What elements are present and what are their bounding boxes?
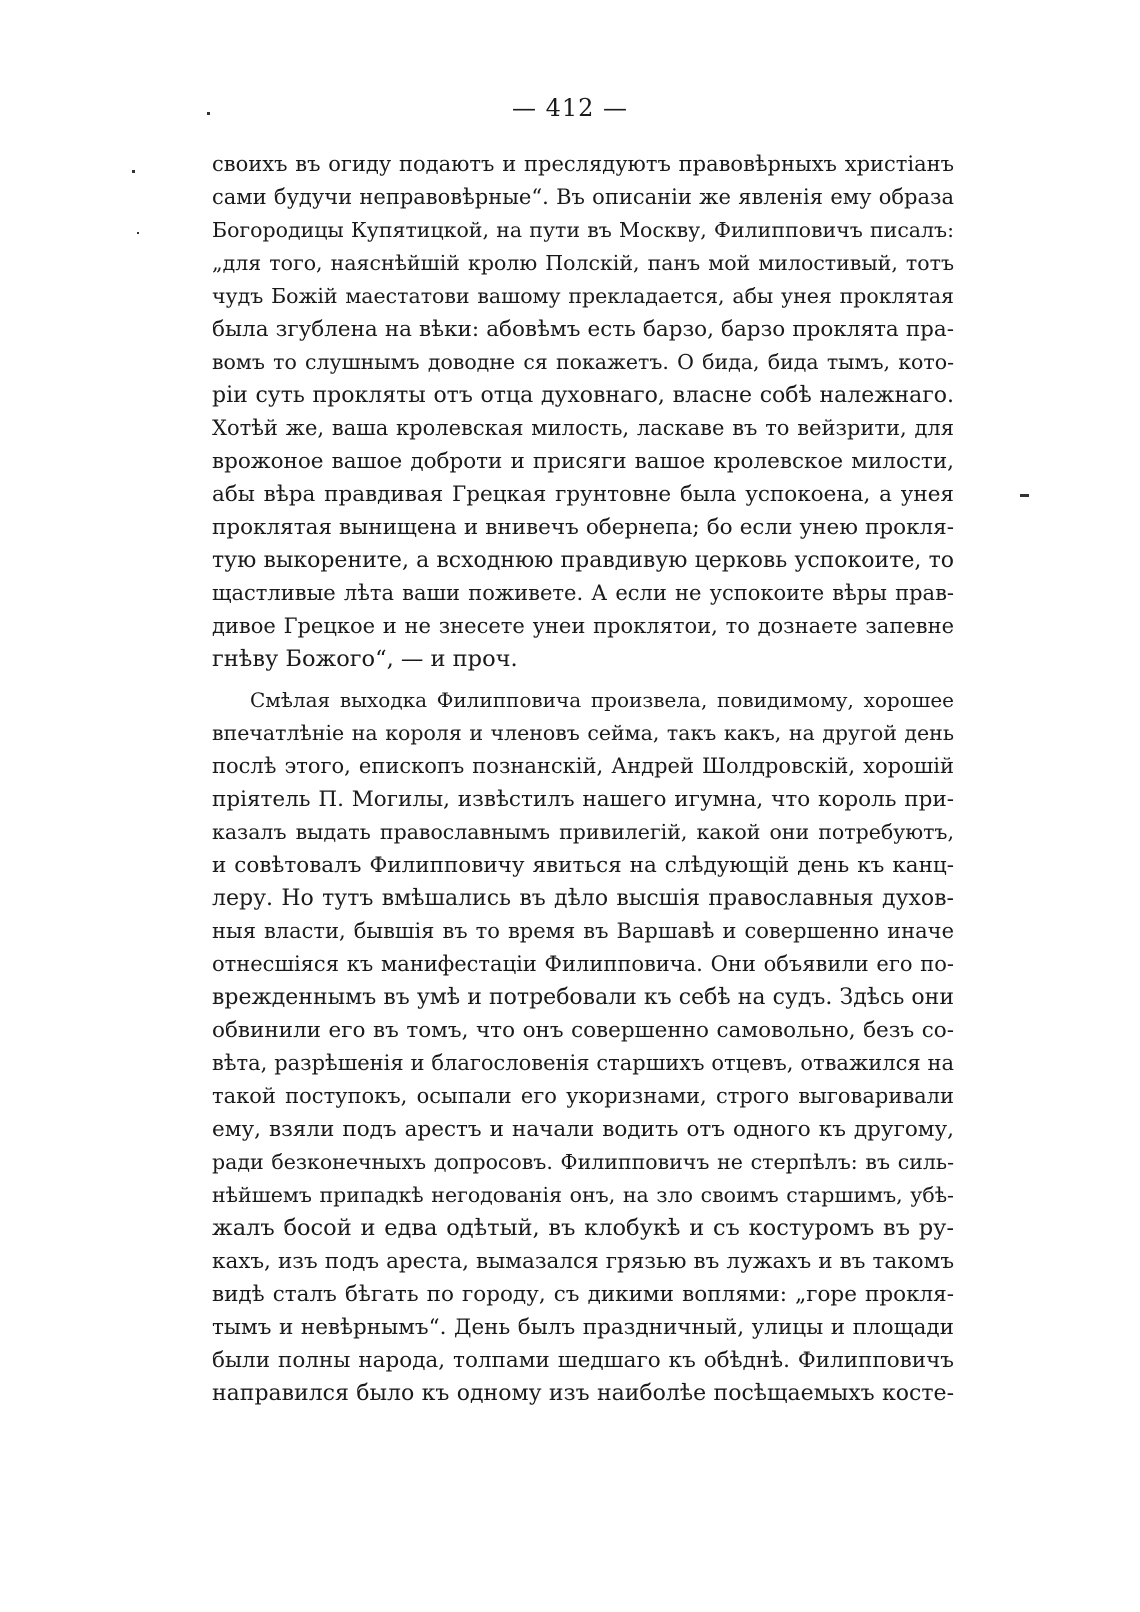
text-line: впечатлѣніе на короля и членовъ сейма, такъ какъ, на другой день bbox=[212, 721, 954, 745]
text-line: гнѣву Божого“, — и проч. bbox=[212, 646, 518, 672]
text-line: нѣйшемъ припадкѣ негодованія онъ, на зло своимъ старшимъ, убѣ- bbox=[212, 1183, 954, 1207]
text-line: сами будучи неправовѣрные“. Въ описаніи же явленія ему образа bbox=[212, 185, 954, 209]
text-line: жалъ босой и едва одѣтый, въ клобукѣ и съ костуромъ въ ру- bbox=[212, 1215, 954, 1241]
text-line: чудъ Божій маестатови вашому прекладается, абы унея проклятая bbox=[212, 284, 954, 308]
text-line: „для того, наяснѣйшій кролю Полскій, панъ мой милостивый, тотъ bbox=[212, 251, 954, 275]
text-line: и совѣтовалъ Филипповичу явиться на слѣдующій день къ канц- bbox=[212, 853, 954, 878]
text-line: проклятая вынищена и внивечъ обернепа; бо если унею прокля- bbox=[212, 515, 954, 540]
page-number: — 412 — bbox=[511, 94, 629, 122]
text-line: своихъ въ огиду подаютъ и преслядуютъ правовѣрныхъ христіанъ bbox=[212, 152, 954, 176]
text-line: были полны народа, толпами шедшаго къ обѣднѣ. Филипповичъ bbox=[212, 1348, 954, 1373]
scan-speck bbox=[1020, 494, 1029, 497]
paragraph-gap bbox=[212, 676, 954, 684]
text-line: ему, взяли подъ арестъ и начали водить отъ одного къ другому, bbox=[212, 1117, 954, 1142]
text-line: ныя власти, бывшія въ то время въ Варшавѣ и совершенно иначе bbox=[212, 919, 954, 943]
text-line: пріятель П. Могилы, извѣстилъ нашего игумна, что король при- bbox=[212, 787, 954, 812]
text-line: Хотѣй же, ваша кролевская милость, ласкаве въ то вейзрити, для bbox=[212, 416, 954, 440]
text-line: была згублена на вѣки: абовѣмъ есть барзо, барзо проклята пра- bbox=[212, 317, 954, 342]
text-line: врежденнымъ въ умѣ и потребовали къ себѣ на судъ. Здѣсь они bbox=[212, 985, 954, 1010]
text-line: тую выкорените, а всходнюю правдивую церковь успокоите, то bbox=[212, 548, 954, 573]
text-line: врожоное вашое доброти и присяги вашое кролевское милости, bbox=[212, 449, 954, 474]
text-line: кахъ, изъ подъ ареста, вымазался грязью въ лужахъ и въ такомъ bbox=[212, 1249, 954, 1274]
text-line: обвинили его въ томъ, что онъ совершенно самовольно, безъ со- bbox=[212, 1018, 954, 1043]
text-line: тымъ и невѣрнымъ“. День былъ праздничный, улицы и площади bbox=[212, 1315, 954, 1340]
text-line: Смѣлая выходка Филипповича произвела, повидимому, хорошее bbox=[250, 688, 954, 712]
text-line: такой поступокъ, осыпали его укоризнами, строго выговаривали bbox=[212, 1084, 954, 1108]
paragraph-1 bbox=[212, 148, 954, 676]
text-line: ріи суть прокляты отъ отца духовнаго, власне собѣ належнаго. bbox=[212, 383, 954, 408]
scan-speck bbox=[137, 232, 139, 234]
page-body bbox=[212, 148, 954, 1410]
text-line: послѣ этого, епископъ познанскій, Андрей Шолдровскій, хорошій bbox=[212, 754, 954, 778]
text-line: дивое Грецкое и не знесете унеи проклятои, то дознаете запевне bbox=[212, 614, 954, 638]
text-line: вомъ то слушнымъ доводне ся покажетъ. О бида, бида тымъ, кото- bbox=[212, 350, 954, 374]
text-line: ради безконечныхъ допросовъ. Филипповичъ не стерпѣлъ: въ силь- bbox=[212, 1150, 954, 1174]
text-line: Богородицы Купятицкой, на пути въ Москву, Филипповичъ писалъ: bbox=[212, 218, 954, 242]
text-line: вѣта, разрѣшенія и благословенія старшихъ отцевъ, отважился на bbox=[212, 1051, 954, 1075]
text-line: щастливые лѣта ваши поживете. А если не успокоите вѣры прав- bbox=[212, 581, 954, 605]
text-line: леру. Но тутъ вмѣшались въ дѣло высшія православныя духов- bbox=[212, 886, 954, 911]
text-line: казалъ выдать православнымъ привилегій, какой они потребуютъ, bbox=[212, 820, 954, 844]
scan-speck bbox=[132, 170, 135, 173]
text-line: отнесшіяся къ манифестаціи Филипповича. Они объявили его по- bbox=[212, 952, 954, 976]
paragraph-2 bbox=[212, 684, 954, 1410]
scan-speck bbox=[207, 112, 210, 115]
text-line: абы вѣра правдивая Грецкая грунтовне была успокоена, а унея bbox=[212, 482, 954, 507]
text-line: направился было къ одному изъ наиболѣе посѣщаемыхъ косте- bbox=[212, 1381, 954, 1406]
text-line: видѣ сталъ бѣгать по городу, съ дикими воплями: „горе прокля- bbox=[212, 1282, 954, 1307]
